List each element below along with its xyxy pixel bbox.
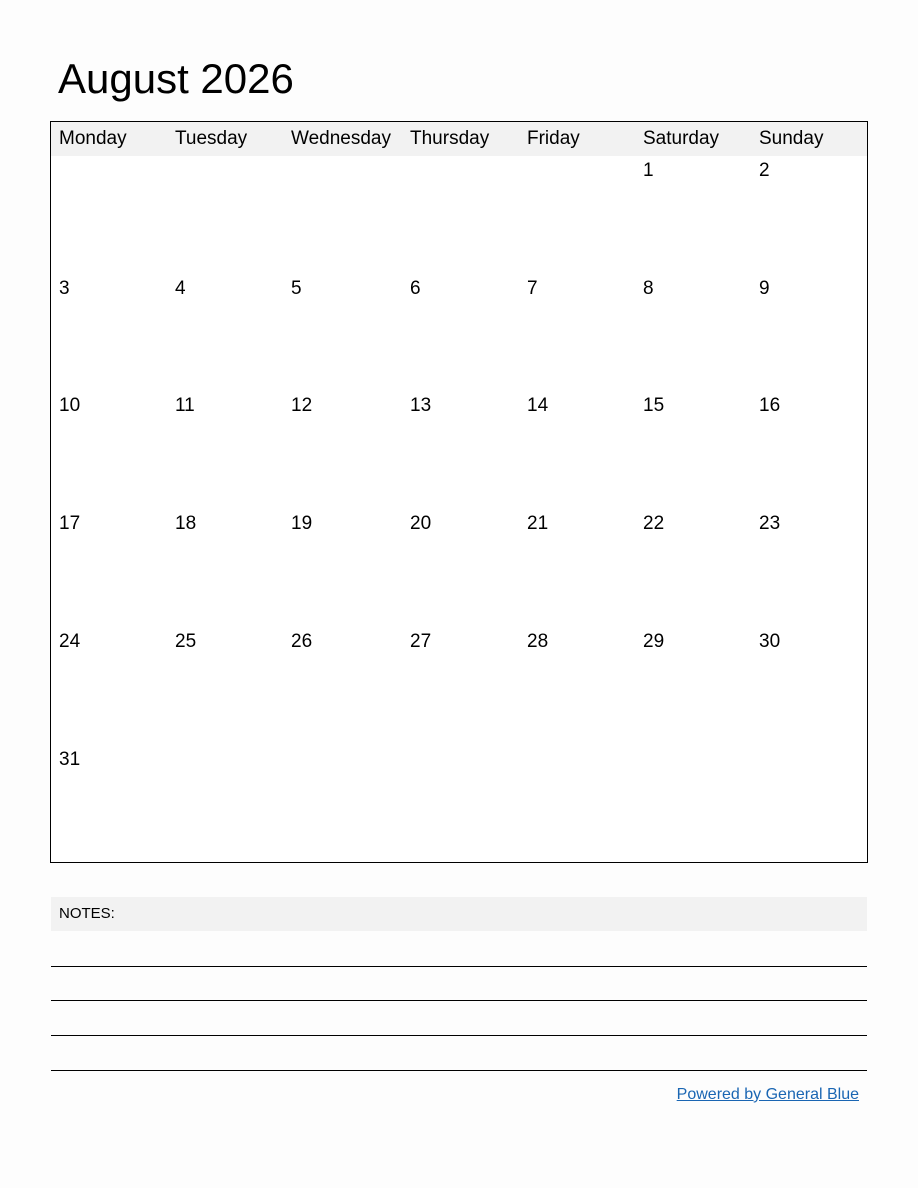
day-number: 8 [643, 278, 654, 299]
notes-header [51, 897, 867, 931]
day-number: 6 [410, 278, 421, 299]
day-number: 17 [59, 513, 81, 534]
weekday-monday: Monday [59, 128, 127, 149]
day-number: 1 [643, 160, 654, 181]
page-title: August 2026 [58, 55, 294, 102]
powered-by-link[interactable]: Powered by General Blue [676, 1086, 859, 1103]
day-number: 26 [291, 631, 313, 652]
day-number: 22 [643, 513, 665, 534]
weekday-sunday: Sunday [759, 128, 824, 149]
day-number: 28 [527, 631, 549, 652]
day-number: 10 [59, 395, 81, 416]
day-number: 11 [175, 395, 195, 416]
day-number: 9 [759, 278, 770, 299]
day-number: 31 [59, 749, 81, 770]
weekday-friday: Friday [527, 128, 580, 149]
day-number: 16 [759, 395, 781, 416]
day-number: 23 [759, 513, 781, 534]
weekday-header [51, 122, 867, 156]
calendar-grid [50, 121, 868, 863]
day-number: 15 [643, 395, 665, 416]
day-number: 24 [59, 631, 81, 652]
weekday-thursday: Thursday [410, 128, 490, 149]
day-number: 7 [527, 278, 538, 299]
weekday-saturday: Saturday [643, 128, 720, 149]
day-number: 4 [175, 278, 186, 299]
weekday-wednesday: Wednesday [291, 128, 391, 149]
day-number: 18 [175, 513, 197, 534]
day-number: 30 [759, 631, 781, 652]
day-number: 19 [291, 513, 313, 534]
day-number: 13 [410, 395, 432, 416]
day-number: 25 [175, 631, 197, 652]
day-number: 2 [759, 160, 770, 181]
day-number: 29 [643, 631, 665, 652]
note-line [51, 966, 867, 967]
weekday-tuesday: Tuesday [175, 128, 248, 149]
note-line [51, 1000, 867, 1001]
note-line [51, 1035, 867, 1036]
day-number: 27 [410, 631, 432, 652]
note-line [51, 1070, 867, 1071]
day-number: 3 [59, 278, 70, 299]
day-number: 12 [291, 395, 313, 416]
day-number: 5 [291, 278, 302, 299]
notes-label: NOTES: [59, 905, 115, 922]
day-number: 14 [527, 395, 549, 416]
day-number: 20 [410, 513, 432, 534]
day-number: 21 [527, 513, 549, 534]
